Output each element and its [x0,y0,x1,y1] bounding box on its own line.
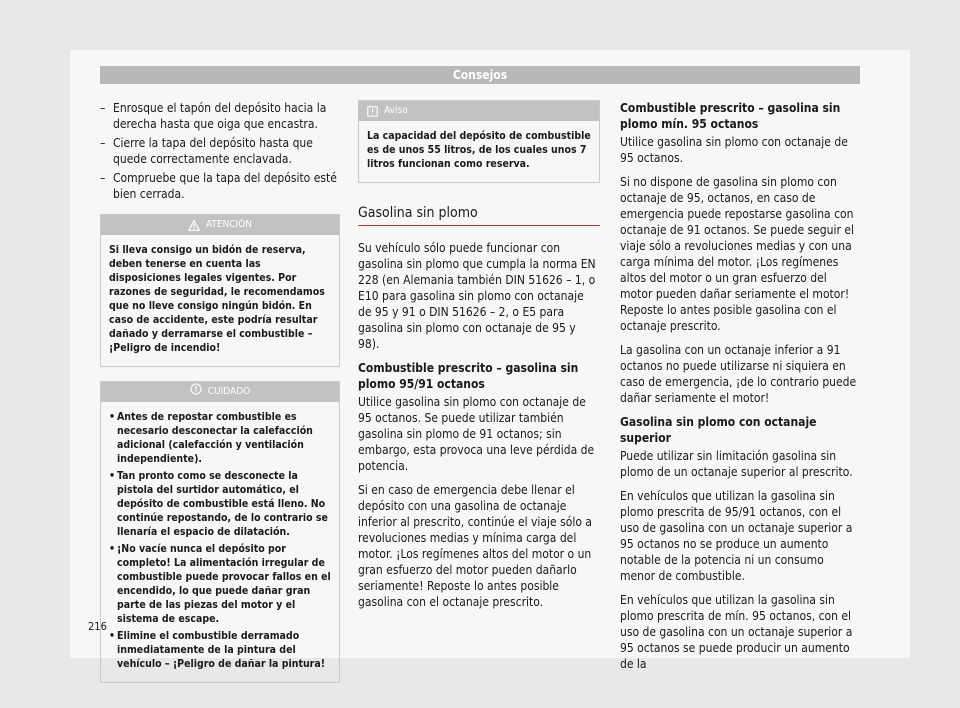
step-item: – Cierre la tapa del depósito hasta que quede correctamente enclavada. [100,136,313,166]
subheading: Combustible prescrito – gasolina sin plomo mín. 95 octanos [620,101,841,131]
note-icon [367,106,378,117]
aviso-text: La capacidad del depósito de combustible es de unos 55 litros, de los cuales unos 7 litros funcionan como reserva. [367,130,591,170]
warning-triangle-icon [188,220,200,231]
paragraph: Su vehículo sólo puede funcionar con gasolina sin plomo que cumpla la norma EN 228 (en Alemania también DIN 51626 – 1, o E10 para gasolina sin plomo con octanaje de 95 y 91 o DIN 51626 – 2, o E5 para gasolina sin plomo con octanaje de 95 y 98). [358,241,596,351]
atencion-box [100,214,340,367]
subheading: Combustible prescrito – gasolina sin plomo 95/91 octanos [358,361,579,391]
step-item: – Compruebe que la tapa del depósito esté bien cerrada. [100,171,337,201]
atencion-header: ATENCIÓN [101,215,339,235]
page-number: 216 [88,620,107,633]
aviso-header: Aviso [359,101,599,121]
section-title: Gasolina sin plomo [358,205,600,226]
atencion-text: Si lleva consigo un bidón de reserva, deben tenerse en cuenta las disposiciones legales vigentes. Por razones de seguridad, le recomendamos que no lleve consigo ningún bidón. En caso de accidente, este podría resultar dañado y derramarse el combustible – ¡Peligro de incendio! [109,244,325,354]
paragraph: Puede utilizar sin limitación gasolina sin plomo de un octanaje superior al prescrito. [620,449,853,479]
cuidado-box [100,381,340,683]
page-header: Consejos [100,66,860,84]
step-item: – Enrosque el tapón del depósito hacia la derecha hasta que oiga que encastra. [100,101,327,131]
cuidado-header: CUIDADO [101,382,339,402]
paragraph: La gasolina con un octanaje inferior a 91 octanos no puede utilizarse ni siquiera en caso de emergencia, ¡de lo contrario puede dañar seriamente el motor! [620,343,857,405]
cuidado-item: • Tan pronto como se desconecte la pistola del surtidor automático, el depósito de combustible está lleno. No continúe repostando, de lo contrario se llenaría el espacio de dilatación. [109,470,328,538]
paragraph: Si en caso de emergencia debe llenar el depósito con una gasolina de octanaje inferior al prescrito, continúe el viaje sólo a revoluciones medias y mínima carga del motor. ¡Los regímenes altos del motor o un gran esfuerzo del motor pueden dañarlo seriamente! Reposte lo antes posible gasolina con el octanaje prescrito. [358,483,592,609]
cuidado-item: • Elimine el combustible derramado inmediatamente de la pintura del vehículo – ¡Peligro de dañar la pintura! [109,630,326,670]
paragraph: Utilice gasolina sin plomo con octanaje de 95 octanos. Se puede utilizar también gasolina sin plomo de 91 octanos; sin embargo, esta provoca una leve pérdida de potencia. [358,395,595,473]
paragraph: En vehículos que utilizan la gasolina sin plomo prescrita de mín. 95 octanos, con el uso de gasolina con un octanaje superior a 95 octanos se puede producir un aumento de la [620,593,853,671]
column-2 [358,100,600,618]
paragraph: En vehículos que utilizan la gasolina sin plomo prescrita de 95/91 octanos, con el uso de gasolina con un octanaje superior a 95 octanos no se produce un aumento notable de la potencia ni un consumo menor de combustible. [620,489,853,583]
paragraph: Utilice gasolina sin plomo con octanaje de 95 octanos. [620,135,848,165]
paragraph: Si no dispone de gasolina sin plomo con octanaje de 95, octanos, en caso de emergencia puede repostarse gasolina con octanaje de 91 octanos. Se puede seguir el viaje sólo a revoluciones medias y con una carga mínima del motor. ¡Los regímenes altos del motor o un gran esfuerzo del motor pueden dañar seriamente el motor! Reposte lo antes posible gasolina con el octanaje prescrito. [620,175,854,333]
info-circle-icon [190,383,202,401]
subheading: Gasolina sin plomo con octanaje superior [620,415,817,445]
cuidado-item: • ¡No vacíe nunca el depósito por completo! La alimentación irregular de combustible puede provocar fallos en el encendido, lo que puede dañar gran parte de las piezas del motor y el sistema de escape. [109,543,331,625]
cuidado-item: • Antes de repostar combustible es necesario desconectar la calefacción adicional (calefacción y ventilación independiente). [109,411,313,465]
column-3 [620,100,860,680]
aviso-box [358,100,600,183]
column-1 [100,100,340,683]
